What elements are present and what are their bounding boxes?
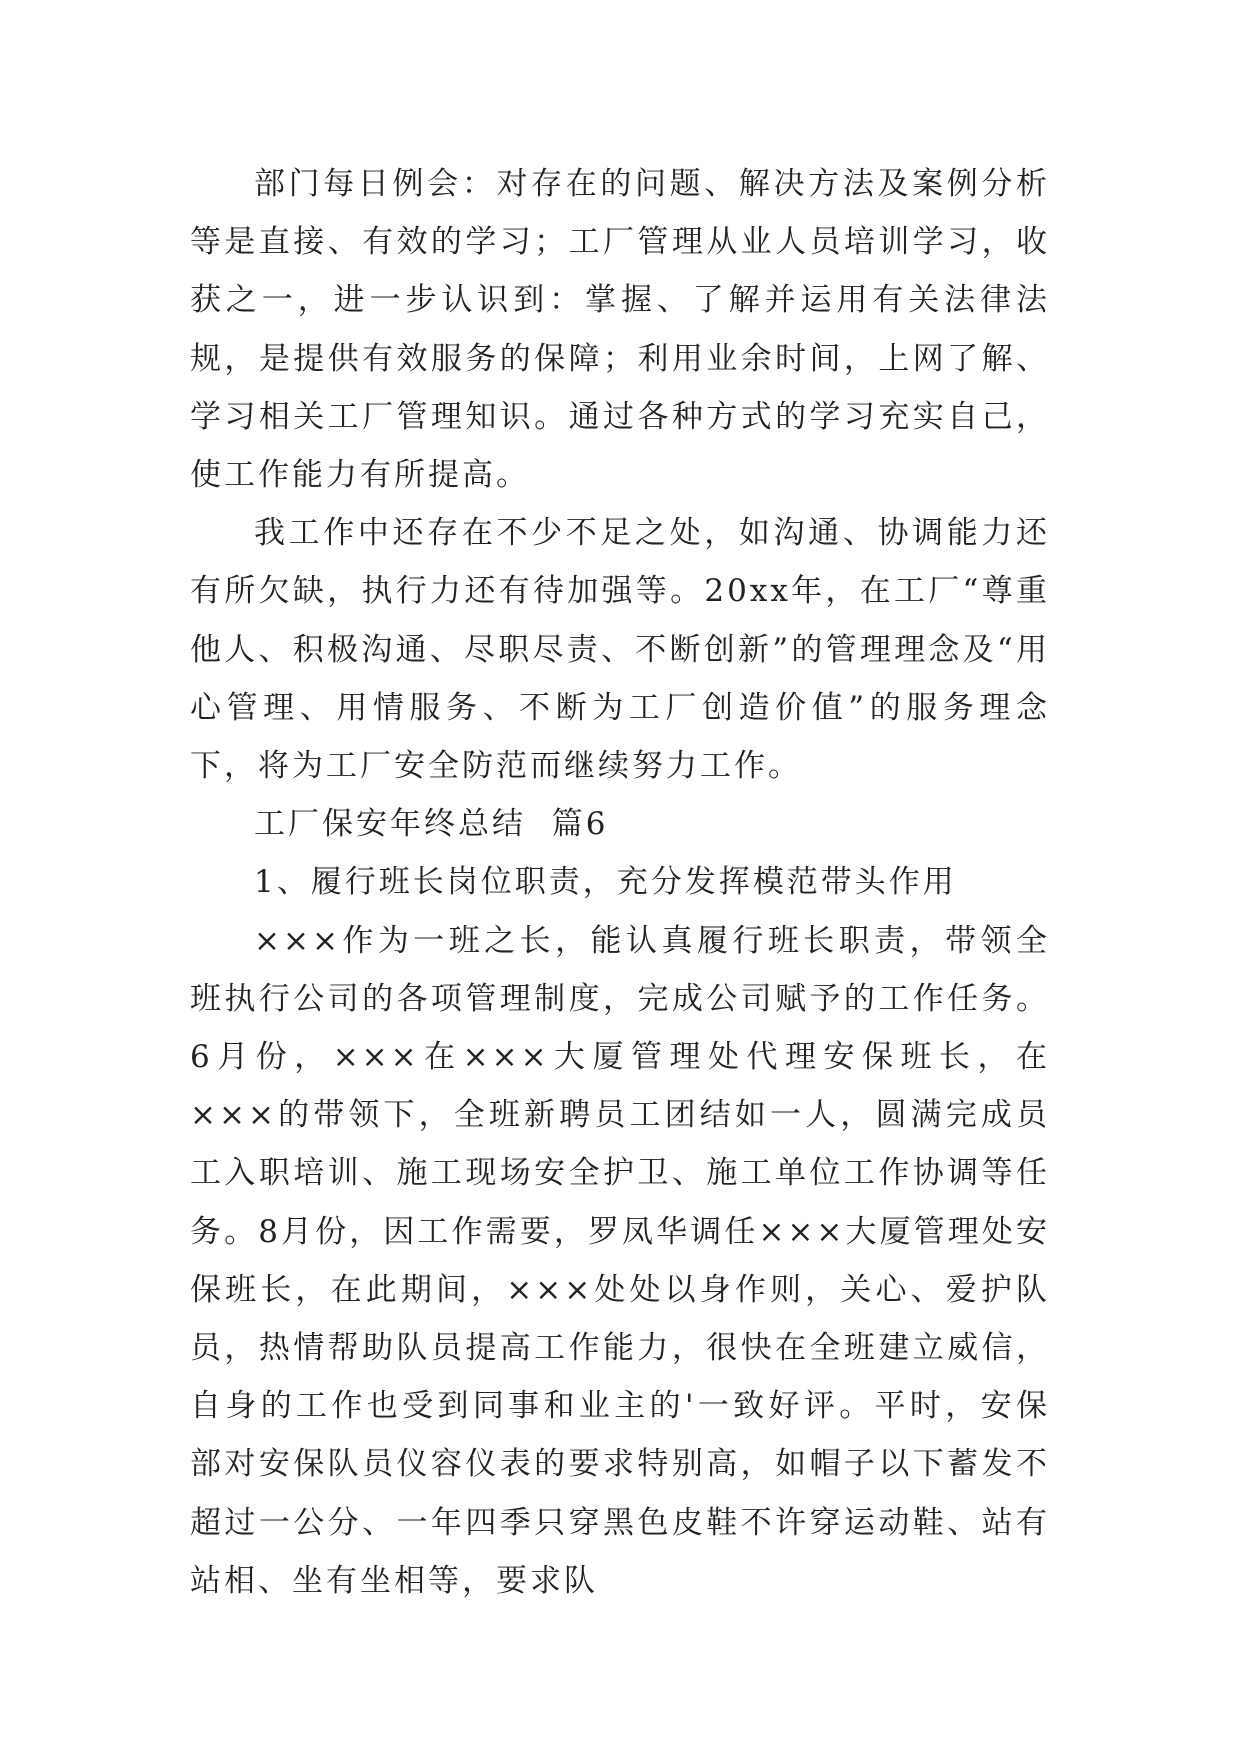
section-subheading: 1、履行班长岗位职责，充分发挥模范带头作用 xyxy=(254,864,957,901)
paragraph-team-leader: ×××作为一班之长，能认真履行班长职责，带领全班执行公司的各项管理制度，完成公司赋予的工作任务。6月份，×××在×××大厦管理处代理安保班长，在×××的带领下，全班新聘员工团结如一人，圆满完成员工入职培训、施工现场安全护卫、施工单位工作协调等任务。8月份，因工作需要，罗凤华调任×××大厦管理处安保班长，在此期间，×××处处以身作则，关心、爱护队员，热情帮助队员提高工作能力，很快在全班建立威信，自身的工作也受到同事和业主的'一致好评。平时，安保部对安保队员仪容仪表的要求特别高，如帽子以下蓄发不超过一公分、一年四季只穿黑色皮鞋不许穿运动鞋、站有站相、坐有坐相等，要求队 xyxy=(190,922,1050,1599)
paragraph-daily-meeting: 部门每日例会：对存在的问题、解决方法及案例分析等是直接、有效的学习；工厂管理从业人员培训学习，收获之一，进一步认识到：掌握、了解并运用有关法律法规，是提供有效服务的保障；利用业余时间，上网了解、学习相关工厂管理知识。通过各种方式的学习充实自己，使工作能力有所提高。 xyxy=(190,166,1050,494)
section-title: 工厂保安年终总结 篇6 xyxy=(254,806,609,843)
document-body xyxy=(190,155,1050,1610)
paragraph-shortcomings: 我工作中还存在不少不足之处，如沟通、协调能力还有所欠缺，执行力还有待加强等。20xx年，在工厂“尊重他人、积极沟通、尽职尽责、不断创新”的管理理念及“用心管理、用情服务、不断为工厂创造价值”的服务理念下，将为工厂安全防范而继续努力工作。 xyxy=(190,515,1050,785)
